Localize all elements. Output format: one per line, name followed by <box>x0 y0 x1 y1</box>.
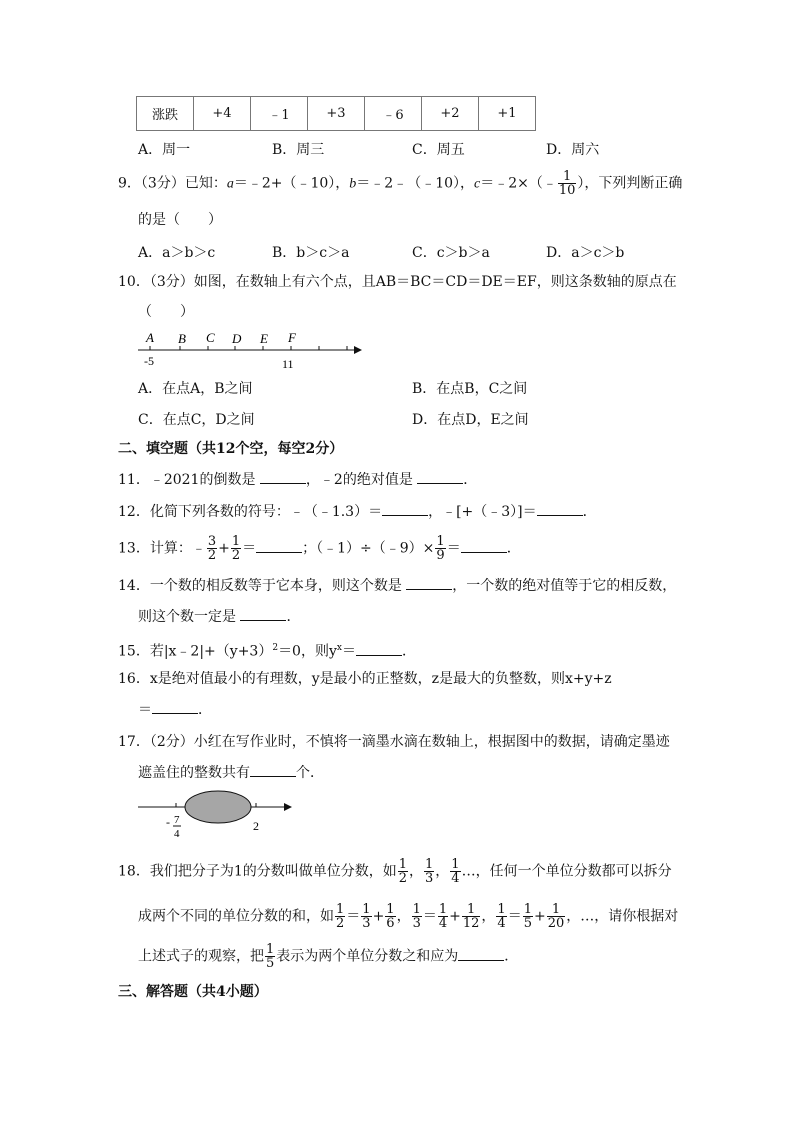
q9-c-expr: ＝﹣2×（﹣ <box>480 175 557 192</box>
q9-line1: 9．（3分）已知：a＝﹣2+（﹣10），b＝﹣2﹣（﹣10），c＝﹣2×（﹣ $\frac{1}{10}$ ），下列判断正确 <box>118 169 683 198</box>
q15-text-b: ＝0，则y <box>278 643 337 660</box>
q9-frac-num: 1 <box>558 170 577 184</box>
q15-text-c: ＝ <box>341 643 356 660</box>
q12-text-a: 12．化简下列各数的符号：﹣（﹣1.3）＝ <box>118 504 383 520</box>
q18-text-b: ，任何一个单位分数都可以拆分 <box>475 863 672 880</box>
q10-number-line <box>136 326 368 372</box>
q9-fraction <box>558 170 577 197</box>
q9-option-c: C．c＞b＞a <box>412 245 490 261</box>
fraction <box>462 903 481 930</box>
fraction <box>424 858 434 885</box>
q17-ink-number-line <box>136 790 300 840</box>
q18-line2: 成两个不同的单位分数的和，如 $\frac{1}{2}$ ＝ $\frac{1}{3}$ + $\frac{1}{6}$ ， $\frac{1}{3}$ ＝ $\frac{1}{4}$ + $\frac{1}{12}$ ， $\frac{1}{4}$ ＝ $\frac{1}{5}$ + $\frac{1}{20}$ ，…，请你根据对 <box>138 902 679 931</box>
left-sign: - <box>166 815 170 829</box>
table-cell: +1 <box>479 97 536 131</box>
frac-num: 1 <box>462 903 481 917</box>
frac-num: 1 <box>266 942 275 957</box>
fraction <box>335 903 345 930</box>
q15-exponent-x: x <box>336 643 342 653</box>
q18-line3 <box>138 943 518 970</box>
q18-end: ． <box>504 948 519 965</box>
frac-num: 1 <box>451 857 460 872</box>
answer-blank <box>537 503 583 516</box>
frac-num: 1 <box>497 902 506 917</box>
frac-num: 1 <box>412 902 421 917</box>
q9-suffix: ），下列判断正确 <box>577 175 683 192</box>
q14-text-a: 14．一个数的相反数等于它本身，则这个数是 <box>118 578 402 594</box>
answer-blank <box>260 471 306 484</box>
q12 <box>118 503 597 521</box>
answer-blank <box>461 540 507 553</box>
q13-fraction-1 <box>207 535 217 562</box>
q10-option-a: A．在点A，B之间 <box>138 381 253 397</box>
answer-blank <box>406 577 452 590</box>
frac-num: 1 <box>362 902 371 917</box>
q17-text-a: 遮盖住的整数共有 <box>138 765 250 781</box>
q8-option-d: D．周六 <box>546 142 600 158</box>
q17-line1: 17．（2分）小红在写作业时，不慎将一滴墨水滴在数轴上，根据图中的数据，请确定墨迹 <box>118 734 670 750</box>
q13-fraction-2 <box>231 535 241 562</box>
axis-arrow <box>284 803 292 811</box>
axis-ticks <box>150 346 347 350</box>
q11-text-a: 11．﹣2021的倒数是 <box>118 472 256 488</box>
ink-blot <box>185 791 251 823</box>
frac-num: 1 <box>336 902 345 917</box>
table-row <box>137 97 536 131</box>
q11-text-b: ，﹣2的绝对值是 <box>305 472 413 488</box>
q8-option-a: A．周一 <box>138 142 191 158</box>
section-heading-3: 三、解答题（共4小题） <box>118 984 268 1000</box>
frac-num: 1 <box>386 902 395 917</box>
answer-blank <box>240 608 286 621</box>
frac-num: 3 <box>207 534 217 549</box>
q11 <box>118 471 477 489</box>
frac-den: 20 <box>547 916 565 931</box>
q13-text-a: 13．计算：﹣ <box>118 540 206 557</box>
point-label: B <box>178 331 186 346</box>
q10-line2: （ ） <box>138 304 194 320</box>
q13-eq: ＝ <box>242 540 257 557</box>
q9-option-a: A．a＞b＞c <box>138 245 216 261</box>
q8-option-c: C．周五 <box>412 142 465 158</box>
q10-option-b: B．在点B，C之间 <box>412 381 528 397</box>
q16-line2 <box>138 701 212 719</box>
frac-den: 2 <box>207 548 217 563</box>
q13-eq2: ＝ <box>446 540 461 557</box>
table-cell: ﹣1 <box>251 97 308 131</box>
q15-text-a: 15．若|x﹣2|+（y+3） <box>118 643 273 660</box>
frac-num: 1 <box>398 857 408 872</box>
fraction <box>361 903 371 930</box>
q9-b-expr: ＝﹣2﹣（﹣10）， <box>356 175 475 192</box>
frac-den: 4 <box>497 916 506 931</box>
frac-den: 3 <box>425 871 434 886</box>
q9-option-d: D．a＞c＞b <box>546 245 625 261</box>
q10-line1: 10．（3分）如图，在数轴上有六个点，且AB＝BC＝CD＝DE＝EF，则这条数轴的原点在 <box>118 274 677 290</box>
q12-end: ． <box>582 504 597 520</box>
table-cell: +2 <box>422 97 479 131</box>
axis-arrow <box>354 346 362 354</box>
frac-num: 1 <box>436 534 445 549</box>
left-frac-num: 7 <box>174 814 180 826</box>
q13-fraction-3 <box>435 535 445 562</box>
q14-line2 <box>138 608 300 626</box>
tick-label-right: 11 <box>282 357 294 371</box>
q13 <box>118 535 521 562</box>
point-label: D <box>232 331 242 346</box>
frac-num: 1 <box>523 902 532 917</box>
q18-text-a: 18．我们把分子为1的分数叫做单位分数，如 <box>118 863 397 880</box>
frac-num: 1 <box>547 903 566 917</box>
frac-den: 2 <box>336 916 345 931</box>
table-cell: ﹣6 <box>365 97 422 131</box>
frac-den: 5 <box>523 916 532 931</box>
q18-line1: 18．我们把分子为1的分数叫做单位分数，如 $\frac{1}{2}$ ， $\frac{1}{3}$ ， $\frac{1}{4}$ …，任何一个单位分数都可以拆分 <box>118 857 672 886</box>
fraction <box>450 858 460 885</box>
q15 <box>118 639 416 661</box>
frac-den: 9 <box>436 548 445 563</box>
point-label: A <box>146 330 154 345</box>
frac-num: 1 <box>231 534 241 549</box>
q12-text-b: ，﹣[+（﹣3）]＝ <box>428 504 537 520</box>
table-header-cell: 涨跌 <box>137 97 194 131</box>
q11-end: ． <box>463 472 478 488</box>
q18-text-e: 上述式子的观察，把 <box>138 948 264 965</box>
fraction <box>438 903 448 930</box>
frac-num: 1 <box>438 902 448 917</box>
left-frac-den: 4 <box>174 828 180 840</box>
q18-text-d: ，…，请你根据对 <box>566 908 679 925</box>
change-table <box>136 96 536 131</box>
q15-end: ． <box>401 643 416 660</box>
answer-blank <box>417 471 463 484</box>
q16-end: ． <box>198 702 212 718</box>
q16-text: ＝ <box>138 702 152 718</box>
answer-blank <box>382 503 428 516</box>
frac-den: 3 <box>362 916 371 931</box>
table-cell: +4 <box>194 97 251 131</box>
fraction <box>496 903 506 930</box>
q18-text-c: 成两个不同的单位分数的和，如 <box>138 908 334 925</box>
answer-blank <box>356 643 402 656</box>
q14-text-b: ，一个数的绝对值等于它的相反数， <box>452 578 677 594</box>
fraction <box>547 903 566 930</box>
answer-blank <box>152 701 198 714</box>
fraction <box>385 903 395 930</box>
tick-label-left: -5 <box>144 354 154 368</box>
frac-den: 4 <box>438 916 448 931</box>
frac-den: 6 <box>386 916 395 931</box>
q15-exponent: 2 <box>272 643 279 653</box>
q13-plus: + <box>218 540 230 557</box>
frac-den: 2 <box>398 871 408 886</box>
point-label: F <box>288 330 296 345</box>
q13-text-mid: ；（﹣1）÷（﹣9）× <box>302 540 435 557</box>
q9-option-b: B．b＞c＞a <box>272 245 350 261</box>
frac-den: 4 <box>451 871 460 886</box>
fraction <box>398 858 408 885</box>
frac-den: 5 <box>266 956 275 971</box>
fraction <box>412 903 422 930</box>
q8-option-b: B．周三 <box>272 142 325 158</box>
q9-prefix: 9．（3分）已知： <box>118 175 227 192</box>
fraction <box>265 943 275 970</box>
q9-frac-den: 10 <box>558 183 576 198</box>
frac-den: 3 <box>412 916 421 931</box>
q17-line2 <box>138 764 324 782</box>
q10-option-d: D．在点D，E之间 <box>412 412 529 428</box>
q16-line1: 16．x是绝对值最小的有理数，y是最小的正整数，z是最大的负整数，则x+y+z <box>118 671 612 687</box>
answer-blank <box>256 540 302 553</box>
section-heading-2: 二、填空题（共12个空，每空2分） <box>118 441 344 457</box>
q14-line1 <box>118 577 676 595</box>
frac-den: 12 <box>462 916 480 931</box>
point-label: C <box>206 330 215 345</box>
q9-a-expr: ＝﹣2+（﹣10）， <box>233 175 350 192</box>
table-cell: +3 <box>308 97 365 131</box>
answer-blank <box>250 764 296 777</box>
q13-end: ． <box>506 540 521 557</box>
frac-num: 1 <box>425 857 434 872</box>
frac-den: 2 <box>231 548 241 563</box>
q10-option-c: C．在点C，D之间 <box>138 412 255 428</box>
right-label: 2 <box>253 819 259 833</box>
q14-text-c: 则这个数一定是 <box>138 609 236 625</box>
q9-line2: 的是（ ） <box>138 212 222 228</box>
answer-blank <box>458 948 504 961</box>
q18-text-f: 表示为两个单位分数之和应为 <box>276 948 459 965</box>
q14-end: ． <box>286 609 301 625</box>
fraction <box>523 903 533 930</box>
q17-text-b: 个． <box>296 765 324 781</box>
point-label: E <box>260 331 268 346</box>
